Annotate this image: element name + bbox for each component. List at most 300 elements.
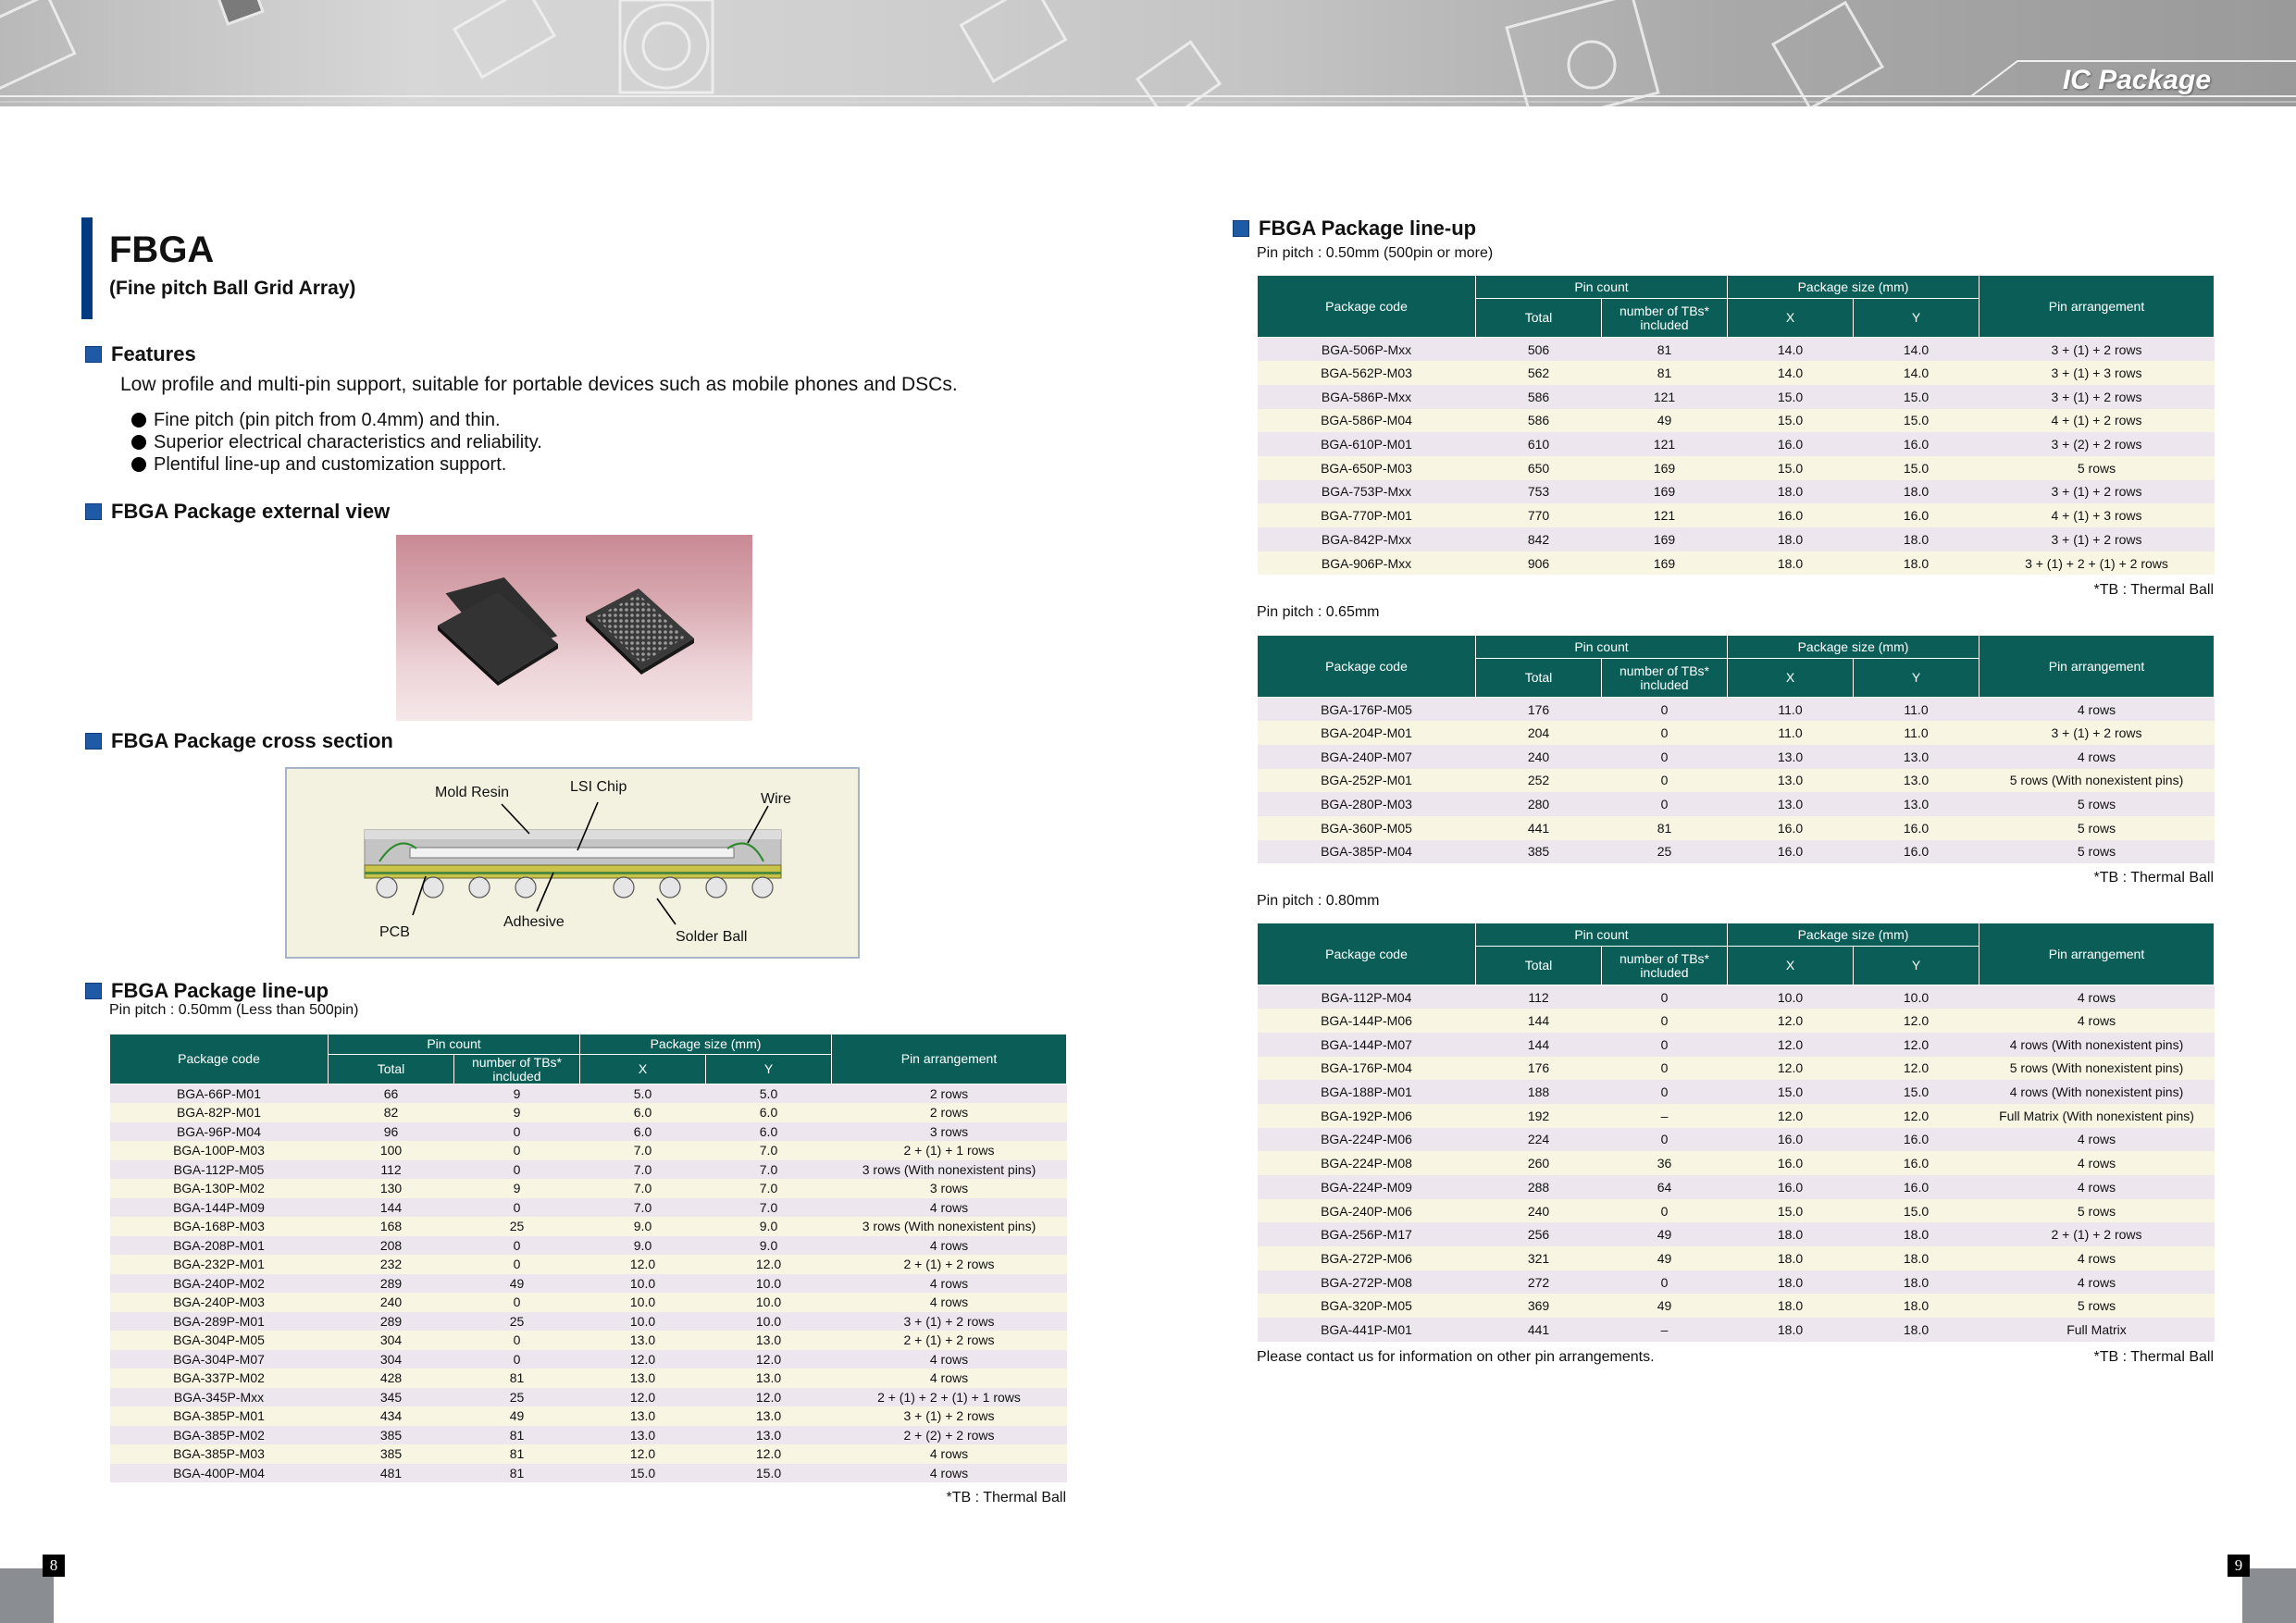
table-row [1258,840,2215,864]
table-cell: 11.0 [1854,721,1980,745]
table-cell: BGA-345P-Mxx [110,1388,329,1407]
bullet-icon [131,413,146,427]
table-cell: 15.0 [1728,409,1854,433]
table-cell: 2 + (2) + 2 rows [832,1426,1067,1445]
table-cell: 15.0 [580,1464,706,1483]
table-cell: 441 [1476,816,1602,840]
table-cell: 16.0 [1728,1175,1854,1199]
table-row [110,1350,1067,1369]
table-cell: 304 [329,1331,454,1350]
table-cell: 4 + (1) + 2 rows [1980,409,2215,433]
header-y: Y [1854,947,1980,985]
page-subtitle: (Fine pitch Ball Grid Array) [109,278,356,299]
table-cell: 13.0 [1728,792,1854,816]
table-row [1258,338,2215,362]
table-cell: 49 [1602,1222,1728,1246]
header-tbs: number of TBs* included [1602,947,1728,985]
table-cell: 4 rows [1980,1175,2215,1199]
table-row [110,1255,1067,1274]
table-cell: 121 [1602,503,1728,527]
page-number-left: 8 [43,1555,65,1577]
table-cell: 5.0 [706,1084,832,1104]
table-row [1258,1175,2215,1199]
table-cell: 4 rows (With nonexistent pins) [1980,1033,2215,1057]
left-lineup-heading-text: FBGA Package line-up [111,979,329,1002]
table-cell: 16.0 [1854,1175,1980,1199]
table-row [110,1312,1067,1332]
table-cell: 10.0 [706,1293,832,1312]
table-cell: BGA-842P-Mxx [1258,527,1476,551]
table-cell: 16.0 [1728,503,1854,527]
table-cell: 13.0 [1728,769,1854,793]
table-cell: 280 [1476,792,1602,816]
header-package-code: Package code [1258,276,1476,338]
table-cell: 9 [454,1103,580,1122]
table-cell: 49 [1602,409,1728,433]
table-cell: 144 [1476,1033,1602,1057]
table-cell: 5 rows [1980,816,2215,840]
table-cell: 16.0 [1728,840,1854,864]
bullet-icon [131,435,146,450]
table-cell: 4 rows [1980,745,2215,769]
table-cell: 9.0 [580,1236,706,1256]
bullet-text: Fine pitch (pin pitch from 0.4mm) and thin. [154,410,501,430]
square-bullet-icon [85,346,102,363]
header-x: X [1728,947,1854,985]
table-cell: 12.0 [1854,1033,1980,1057]
table-row [1258,385,2215,409]
table-cell: 4 rows [1980,698,2215,722]
table-cell: 204 [1476,721,1602,745]
table-cell: 2 rows [832,1103,1067,1122]
table-cell: 16.0 [1854,1151,1980,1175]
table-cell: BGA-385P-M02 [110,1426,329,1445]
right-lineup-heading-text: FBGA Package line-up [1259,217,1477,240]
table-cell: BGA-562P-M03 [1258,361,1476,385]
table-cell: BGA-112P-M04 [1258,985,1476,1010]
table-cell: 49 [454,1274,580,1294]
list-item [131,453,542,476]
table-cell: BGA-144P-M07 [1258,1033,1476,1057]
table-cell: 3 rows [832,1179,1067,1198]
table-row [110,1217,1067,1236]
table-cell: 16.0 [1728,432,1854,456]
table-cell: 7.0 [580,1141,706,1160]
table-cell: 15.0 [1854,456,1980,480]
cross-section-heading [85,729,393,753]
table-cell: 13.0 [580,1369,706,1388]
table-row [1258,1199,2215,1223]
table-cell: 260 [1476,1151,1602,1175]
table-cell: 16.0 [1728,1151,1854,1175]
table-cell: 3 + (1) + 3 rows [1980,361,2215,385]
table-cell: 5 rows (With nonexistent pins) [1980,769,2215,793]
table-cell: 18.0 [1854,1222,1980,1246]
table-cell: 82 [329,1103,454,1122]
list-item [131,431,542,453]
table-cell: 906 [1476,551,1602,576]
table-cell: 6.0 [580,1122,706,1142]
table-row [110,1141,1067,1160]
table-cell: 562 [1476,361,1602,385]
table-cell: 18.0 [1728,480,1854,504]
table-row [1258,1104,2215,1128]
table-cell: 169 [1602,480,1728,504]
label-adhesive: Adhesive [503,914,565,930]
table-cell: 3 rows (With nonexistent pins) [832,1217,1067,1236]
table-cell: 7.0 [706,1141,832,1160]
table-cell: 5.0 [580,1084,706,1104]
table-cell: 13.0 [706,1426,832,1445]
table-cell: 5 rows [1980,1199,2215,1223]
table-cell: BGA-130P-M02 [110,1179,329,1198]
table-cell: 240 [329,1293,454,1312]
table-cell: 5 rows [1980,456,2215,480]
table-cell: 842 [1476,527,1602,551]
table-cell: 0 [1602,1128,1728,1152]
table-cell: 5 rows [1980,840,2215,864]
table-cell: 2 + (1) + 1 rows [832,1141,1067,1160]
table-row [1258,1222,2215,1246]
table-cell: 0 [1602,721,1728,745]
table-cell: 0 [1602,1270,1728,1295]
lineup-table-050-lt500 [109,1034,1067,1482]
table-cell: 0 [1602,1080,1728,1104]
table-row [110,1122,1067,1142]
table-cell: 18.0 [1854,1270,1980,1295]
table-cell: 81 [1602,338,1728,362]
table-cell: 18.0 [1854,480,1980,504]
table-cell: 12.0 [1854,1104,1980,1128]
table-cell: 130 [329,1179,454,1198]
table-cell: 176 [1476,1057,1602,1081]
label-mold-resin: Mold Resin [435,785,510,800]
table-cell: 272 [1476,1270,1602,1295]
pitch-label-050: Pin pitch : 0.50mm (500pin or more) [1257,245,1494,261]
table-cell: BGA-112P-M05 [110,1160,329,1180]
banner-ic-graphics [0,0,2296,106]
table-row [1258,1318,2215,1342]
table-row [1258,409,2215,433]
table-cell: BGA-304P-M07 [110,1350,329,1369]
table-cell: BGA-272P-M08 [1258,1270,1476,1295]
table-row [1258,1057,2215,1081]
table-cell: 6.0 [706,1103,832,1122]
header-package-size: Package size (mm) [580,1035,832,1055]
table-cell: 0 [454,1255,580,1274]
table-cell: 12.0 [706,1255,832,1274]
square-bullet-icon [1233,220,1249,237]
table-cell: 12.0 [1728,1033,1854,1057]
table-cell: 441 [1476,1318,1602,1342]
table-cell: BGA-232P-M01 [110,1255,329,1274]
table-cell: 81 [1602,361,1728,385]
header-pin-arrangement: Pin arrangement [832,1035,1067,1084]
table-cell: 18.0 [1728,1222,1854,1246]
table-cell: 0 [454,1198,580,1218]
table-cell: – [1602,1318,1728,1342]
table-cell: 2 rows [832,1084,1067,1104]
table-cell: BGA-144P-M06 [1258,1009,1476,1033]
table-cell: 0 [1602,1057,1728,1081]
table-cell: 4 rows [1980,1270,2215,1295]
header-package-code: Package code [1258,923,1476,985]
table-row [1258,1080,2215,1104]
table-cell: 3 + (1) + 2 rows [832,1406,1067,1426]
header-x: X [1728,659,1854,698]
table-cell: 14.0 [1728,361,1854,385]
table-cell: BGA-770P-M01 [1258,503,1476,527]
table-cell: 18.0 [1728,527,1854,551]
table-cell: 3 rows [832,1122,1067,1142]
table-cell: 321 [1476,1246,1602,1270]
section-label: IC Package [2062,65,2211,95]
table-cell: 5 rows [1980,792,2215,816]
table-cell: 0 [454,1122,580,1142]
table-cell: 0 [1602,745,1728,769]
table-cell: 18.0 [1854,527,1980,551]
header-pin-arrangement: Pin arrangement [1980,276,2215,338]
table-cell: 4 rows [832,1236,1067,1256]
table-cell: BGA-66P-M01 [110,1084,329,1104]
table-cell: 3 + (1) + 2 rows [1980,527,2215,551]
table-cell: 9 [454,1084,580,1104]
table-cell: BGA-753P-Mxx [1258,480,1476,504]
table-cell: 15.0 [1854,1080,1980,1104]
table-cell: 176 [1476,698,1602,722]
table-cell: 13.0 [580,1331,706,1350]
table-cell: 6.0 [706,1122,832,1142]
table-cell: 0 [454,1331,580,1350]
table-cell: 586 [1476,409,1602,433]
header-pin-count: Pin count [1476,923,1728,947]
table-cell: 10.0 [1854,985,1980,1010]
table-cell: BGA-304P-M05 [110,1331,329,1350]
table-cell: 289 [329,1312,454,1332]
table-cell: BGA-168P-M03 [110,1217,329,1236]
table-row [1258,527,2215,551]
table-cell: 192 [1476,1104,1602,1128]
page-title: FBGA [109,229,215,270]
thermal-ball-note-1: *TB : Thermal Ball [2093,582,2214,598]
table-cell: 6.0 [580,1103,706,1122]
table-cell: 9.0 [580,1217,706,1236]
table-cell: 4 rows [832,1293,1067,1312]
table-cell: BGA-400P-M04 [110,1464,329,1483]
table-cell: BGA-610P-M01 [1258,432,1476,456]
table-cell: 12.0 [706,1444,832,1464]
label-lsi-chip: LSI Chip [570,779,627,795]
table-row [1258,432,2215,456]
fbga-chips-illustration [396,535,752,721]
header-total: Total [1476,659,1602,698]
table-cell: BGA-385P-M04 [1258,840,1476,864]
table-cell: 14.0 [1728,338,1854,362]
table-cell: 753 [1476,480,1602,504]
table-cell: 240 [1476,745,1602,769]
table-cell: 2 + (1) + 2 rows [832,1255,1067,1274]
table-cell: BGA-82P-M01 [110,1103,329,1122]
table-cell: 188 [1476,1080,1602,1104]
left-lineup-heading [85,979,329,1003]
table-cell: 7.0 [580,1179,706,1198]
table-cell: 586 [1476,385,1602,409]
table-cell: 3 + (1) + 2 rows [832,1312,1067,1332]
table-cell: 49 [454,1406,580,1426]
table-cell: 4 rows [1980,985,2215,1010]
table-cell: 4 rows [832,1464,1067,1483]
bullet-text: Superior electrical characteristics and reliability. [154,432,542,452]
header-package-size: Package size (mm) [1728,923,1980,947]
table-cell: 7.0 [706,1179,832,1198]
table-cell: 4 rows [832,1350,1067,1369]
header-tbs: number of TBs* included [454,1055,580,1084]
header-x: X [1728,299,1854,338]
table-cell: 81 [1602,816,1728,840]
table-cell: 7.0 [706,1198,832,1218]
table-cell: 15.0 [1728,456,1854,480]
table-row [1258,1033,2215,1057]
table-cell: BGA-506P-Mxx [1258,338,1476,362]
table-cell: 15.0 [1854,1199,1980,1223]
lineup-table-065 [1257,635,2215,863]
table-cell: BGA-280P-M03 [1258,792,1476,816]
table-cell: BGA-208P-M01 [110,1236,329,1256]
table-row [1258,503,2215,527]
table-cell: BGA-240P-M07 [1258,745,1476,769]
table-cell: BGA-272P-M06 [1258,1246,1476,1270]
table-row [110,1464,1067,1483]
table-cell: 15.0 [1728,1199,1854,1223]
table-cell: 10.0 [706,1274,832,1294]
table-row [110,1198,1067,1218]
table-row [110,1444,1067,1464]
table-row [1258,721,2215,745]
table-cell: BGA-385P-M03 [110,1444,329,1464]
table-cell: 289 [329,1274,454,1294]
square-bullet-icon [85,733,102,750]
table-row [1258,480,2215,504]
table-cell: 16.0 [1728,816,1854,840]
table-cell: BGA-289P-M01 [110,1312,329,1332]
label-solder-ball: Solder Ball [676,929,748,945]
table-cell: 4 rows [832,1198,1067,1218]
table-cell: BGA-385P-M01 [110,1406,329,1426]
table-cell: 10.0 [580,1274,706,1294]
table-row [110,1388,1067,1407]
table-cell: 12.0 [1854,1009,1980,1033]
cross-section-heading-text: FBGA Package cross section [111,729,393,752]
table-cell: BGA-337P-M02 [110,1369,329,1388]
table-cell: 16.0 [1854,432,1980,456]
table-cell: 10.0 [706,1312,832,1332]
table-cell: BGA-224P-M08 [1258,1151,1476,1175]
table-cell: BGA-240P-M06 [1258,1199,1476,1223]
table-cell: 14.0 [1854,338,1980,362]
table-cell: 18.0 [1728,1318,1854,1342]
header-package-size: Package size (mm) [1728,636,1980,659]
table-cell: BGA-192P-M06 [1258,1104,1476,1128]
table-cell: 2 + (1) + 2 rows [832,1331,1067,1350]
table-cell: Full Matrix [1980,1318,2215,1342]
external-view-heading [85,500,390,524]
table-cell: 13.0 [1854,792,1980,816]
pitch-label-080: Pin pitch : 0.80mm [1257,893,1380,909]
table-cell: 10.0 [580,1293,706,1312]
table-cell: 9.0 [706,1217,832,1236]
table-cell: 4 rows [832,1444,1067,1464]
table-cell: 0 [1602,792,1728,816]
table-cell: BGA-441P-M01 [1258,1318,1476,1342]
table-row [110,1160,1067,1180]
table-cell: 18.0 [1728,1294,1854,1318]
table-cell: 0 [1602,1009,1728,1033]
table-cell: 81 [454,1369,580,1388]
table-cell: BGA-586P-Mxx [1258,385,1476,409]
table-cell: 0 [1602,1199,1728,1223]
table-cell: BGA-188P-M01 [1258,1080,1476,1104]
header-y: Y [1854,299,1980,338]
table-cell: 15.0 [706,1464,832,1483]
table-row [1258,985,2215,1010]
table-cell: BGA-224P-M09 [1258,1175,1476,1199]
left-pitch-label: Pin pitch : 0.50mm (Less than 500pin) [109,1002,359,1018]
table-cell: 240 [1476,1199,1602,1223]
table-cell: 15.0 [1854,385,1980,409]
table-cell: 16.0 [1854,503,1980,527]
table-row [1258,816,2215,840]
table-cell: 13.0 [580,1426,706,1445]
table-cell: 506 [1476,338,1602,362]
header-pin-arrangement: Pin arrangement [1980,636,2215,698]
table-cell: 18.0 [1854,1246,1980,1270]
table-row [1258,1270,2215,1295]
table-cell: 12.0 [1728,1057,1854,1081]
table-cell: 169 [1602,527,1728,551]
table-row [110,1103,1067,1122]
table-cell: 12.0 [1854,1057,1980,1081]
lineup-table-080 [1257,923,2215,1342]
table-cell: 5 rows (With nonexistent pins) [1980,1057,2215,1081]
table-cell: 49 [1602,1246,1728,1270]
header-total: Total [1476,947,1602,985]
table-cell: BGA-360P-M05 [1258,816,1476,840]
table-row [110,1084,1067,1104]
table-cell: 3 + (1) + 2 + (1) + 2 rows [1980,551,2215,576]
table-cell: 369 [1476,1294,1602,1318]
table-cell: 18.0 [1854,551,1980,576]
table-cell: 12.0 [1728,1104,1854,1128]
header-y: Y [1854,659,1980,698]
table-cell: 385 [329,1426,454,1445]
table-cell: 4 rows [1980,1151,2215,1175]
table-cell: 5 rows [1980,1294,2215,1318]
table-cell: 3 + (1) + 2 rows [1980,480,2215,504]
table-cell: 121 [1602,432,1728,456]
table-row [110,1274,1067,1294]
table-cell: BGA-176P-M04 [1258,1057,1476,1081]
table-cell: 3 + (1) + 2 rows [1980,721,2215,745]
cross-section-diagram [285,767,860,959]
table-cell: 208 [329,1236,454,1256]
table-cell: Full Matrix (With nonexistent pins) [1980,1104,2215,1128]
table-cell: 81 [454,1426,580,1445]
table-cell: 4 + (1) + 3 rows [1980,503,2215,527]
table-cell: 428 [329,1369,454,1388]
table-cell: 0 [454,1293,580,1312]
header-x: X [580,1055,706,1084]
table-cell: 49 [1602,1294,1728,1318]
